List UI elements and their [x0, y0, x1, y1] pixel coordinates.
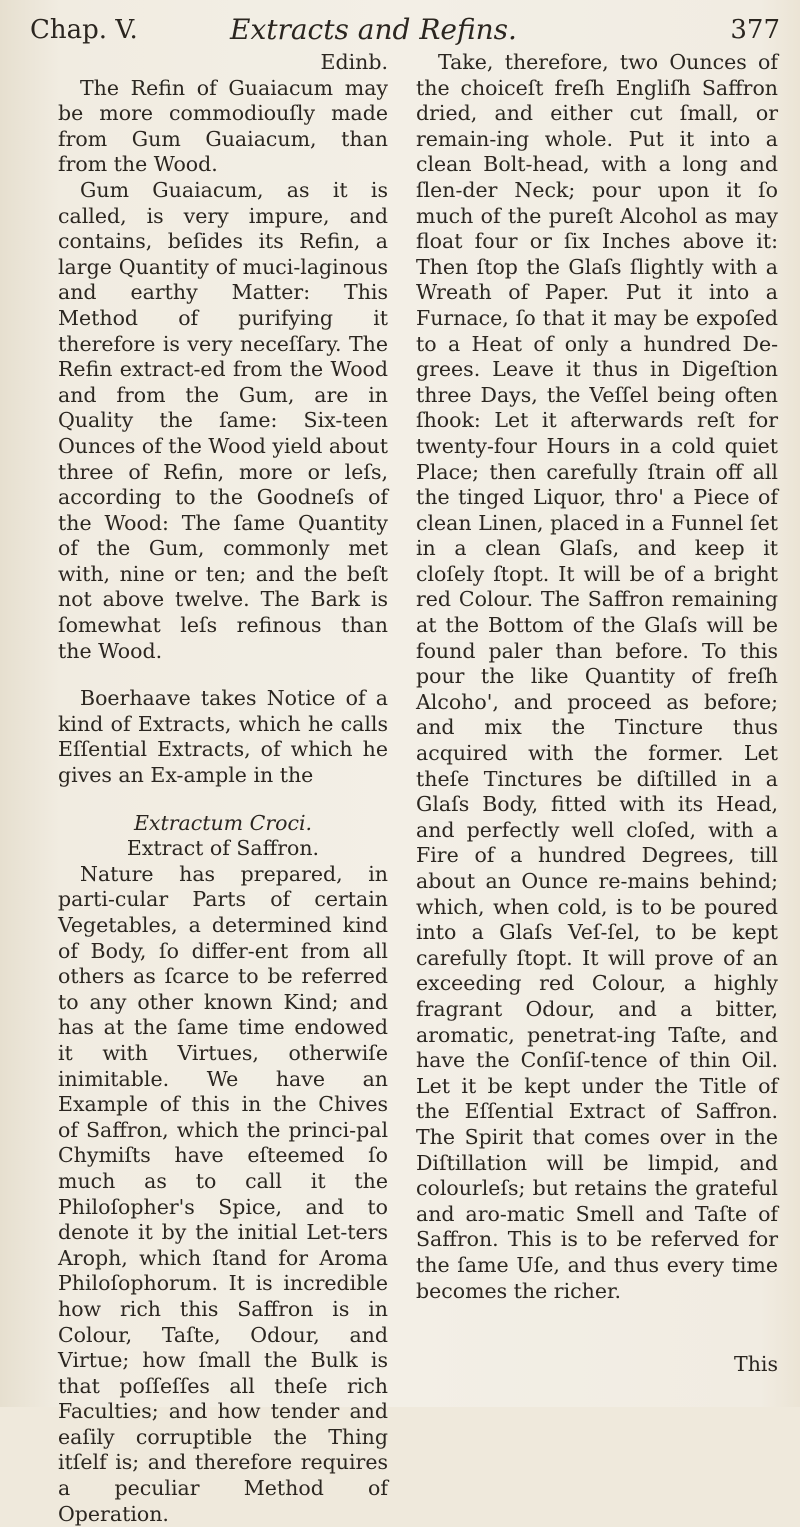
- catchword: This: [734, 1352, 778, 1376]
- edinb-reference: Edinb.: [320, 50, 388, 74]
- running-title: Extracts and Refins.: [230, 13, 517, 46]
- page-number: 377: [730, 15, 780, 45]
- paragraph: Gum Guaiacum, as it is called, is very impure, and contains, beſides its Refin, a large Quantity of muci-laginous and earthy Matter: This Method of purifying it therefore is very neceſſary. The Refin extract-ed from the Wood and from the Gum, are in Quality the ſame: Six-teen Ounces of the Wood yield about three of Refin, more or leſs, according to the Goodneſs of the Wood: The ſame Quantity of the Gum, commonly met with, nine or ten; and the beſt not above twelve. The Bark is ſomewhat leſs refinous than the Wood.: [58, 177, 388, 663]
- running-header: [30, 8, 780, 52]
- paragraph: Boerhaave takes Notice of a kind of Extracts, which he calls Eſſential Extracts, of which he gives an Ex-ample in the: [58, 686, 388, 788]
- chapter-label: Chap. V.: [30, 15, 138, 45]
- left-column: [58, 50, 388, 1527]
- section-heading-latin: Extractum Croci.: [133, 810, 313, 835]
- section-heading-english: Extract of Saffron.: [126, 836, 320, 861]
- paragraph: Take, therefore, two Ounces of the choiceſt freſh Engliſh Saffron dried, and either cut ſmall, or remain-ing whole. Put it into a clean Bolt-head, with a long and ſlen-der Neck; pour upon it ſo much of the pureſt Alcohol as may float four or ſix Inches above it: Then ſtop the Glaſs ſlightly with a Wreath of Paper. Put it into a Furnace, ſo that it may be expoſed to a Heat of only a hundred De-grees. Leave it thus in Digeſtion three Days, the Veſſel being often ſhook: Let it afterwards reſt for twenty-four Hours in a cold quiet Place; then carefully ſtrain off all the tinged Liquor, thro' a Piece of clean Linen, placed in a Funnel ſet in a clean Glaſs, and keep it cloſely ſtopt. It will be of a bright red Colour. The Saffron remaining at the Bottom of the Glaſs will be found paler than before. To this pour the like Quantity of freſh Alcoho', and proceed as before; and mix the Tincture thus acquired with the former. Let theſe Tinctures be diſtilled in a Glaſs Body, fitted with its Head, and perfectly well cloſed, with a Fire of a hundred Degrees, till about an Ounce re-mains behind; which, when cold, is to be poured into a Glaſs Veſ-ſel, to be kept carefully ſtopt. It will prove of an exceeding red Colour, a highly fragrant Odour, and a bitter, aromatic, penetrat-ing Taſte, and have the Conſiſ-tence of thin Oil. Let it be kept under the Title of the Eſſential Extract of Saffron. The Spirit that comes over in the Diſtillation will be limpid, and colourleſs; but retains the grateful and aro-matic Smell and Taſte of Saffron. This is to be referved for the ſame Uſe, and thus every time becomes the richer.: [416, 50, 778, 1303]
- paragraph: Nature has prepared, in parti-cular Parts of certain Vegetables, a determined kind of Body, ſo differ-ent from all others as ſcarce to be referred to any other known Kind; and has at the ſame time endowed it with Virtues, otherwiſe inimitable. We have an Example of this in the Chives of Saffron, which the princi-pal Chymiſts have eſteemed ſo much as to call it the Philoſopher's Spice, and to denote it by the initial Let-ters Aroph, which ſtand for Aroma Philoſophorum. It is incredible how rich this Saffron is in Colour, Taſte, Odour, and Virtue; how ſmall the Bulk is that poſſeſſes all theſe rich Faculties; and how tender and eaſily corruptible the Thing itſelf is; and therefore requires a peculiar Method of Operation.: [58, 861, 388, 1526]
- paragraph: The Refin of Guaiacum may be more commodiouſly made from Gum Guaiacum, than from the Wood.: [58, 75, 388, 177]
- right-column: [416, 50, 778, 1304]
